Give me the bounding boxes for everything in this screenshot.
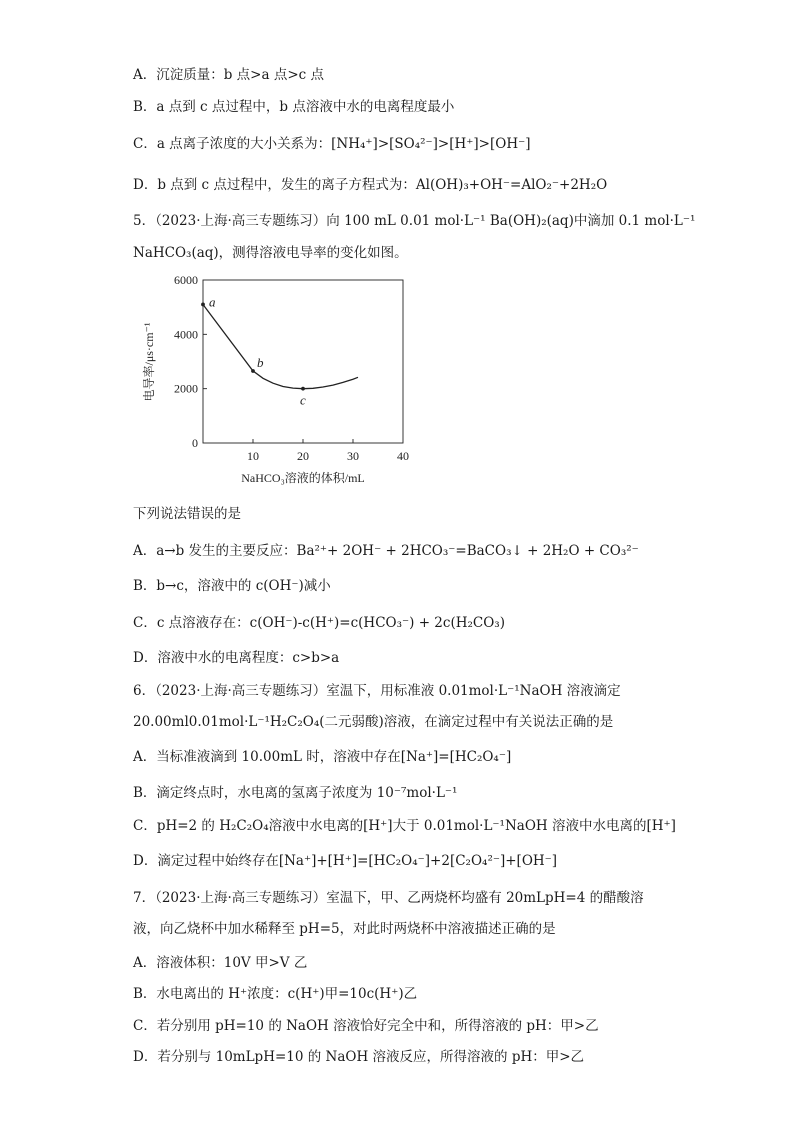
point-label-a: a	[209, 294, 216, 310]
q6-option-d: D．滴定过程中始终存在[Na⁺]+[H⁺]=[HC₂O₄⁻]+2[C₂O₄²⁻]+[OH⁻]	[133, 853, 558, 869]
q5-stem-line2: NaHCO₃(aq)，测得溶液电导率的变化如图。	[133, 245, 408, 261]
conductivity-chart	[140, 270, 430, 495]
q7-option-c: C．若分别用 pH=10 的 NaOH 溶液恰好完全中和，所得溶液的 pH：甲>乙	[133, 1018, 599, 1034]
q6-stem-line2: 20.00ml0.01mol·L⁻¹H₂C₂O₄(二元弱酸)溶液，在滴定过程中有关说法正确的是	[133, 714, 614, 730]
q6-option-c: C．pH=2 的 H₂C₂O₄溶液中水电离的[H⁺]大于 0.01mol·L⁻¹NaOH 溶液中水电离的[H⁺]	[133, 818, 676, 834]
q6-stem-line1: 6．（2023·上海·高三专题练习）室温下，用标准液 0.01mol·L⁻¹NaOH 溶液滴定	[133, 683, 621, 699]
q5-prompt: 下列说法错误的是	[133, 506, 241, 522]
q5-option-a: A．a→b 发生的主要反应：Ba²⁺+ 2OH⁻ + 2HCO₃⁻=BaCO₃↓ + 2H₂O + CO₃²⁻	[133, 543, 639, 559]
q7-option-d: D．若分别与 10mLpH=10 的 NaOH 溶液反应，所得溶液的 pH：甲>乙	[133, 1049, 585, 1065]
point-label-b: b	[257, 355, 264, 371]
q7-option-b: B．水电离出的 H⁺浓度：c(H⁺)甲=10c(H⁺)乙	[133, 986, 418, 1002]
q5-option-c: C．c 点溶液存在：c(OH⁻)-c(H⁺)=c(HCO₃⁻) + 2c(H₂CO₃)	[133, 615, 505, 631]
x-tick-label: 10	[247, 449, 259, 463]
q7-stem-line2: 液，向乙烧杯中加水稀释至 pH=5，对此时两烧杯中溶液描述正确的是	[133, 921, 556, 937]
plot-frame	[203, 280, 403, 443]
y-tick-label: 6000	[174, 273, 198, 287]
q4-option-d: D．b 点到 c 点过程中，发生的离子方程式为：Al(OH)₃+OH⁻=AlO₂⁻+2H₂O	[133, 177, 608, 193]
q4-option-a: A．沉淀质量：b 点>a 点>c 点	[133, 67, 324, 83]
point-c	[301, 387, 305, 391]
q5-option-d: D．溶液中水的电离程度：c>b>a	[133, 650, 340, 666]
y-tick-label: 4000	[174, 327, 198, 342]
point-label-c: c	[300, 392, 306, 408]
x-tick-label: 20	[297, 449, 309, 463]
y-axis-label: 电导率/μs·cm⁻¹	[142, 322, 156, 402]
q6-option-b: B．滴定终点时，水电离的氢离子浓度为 10⁻⁷mol·L⁻¹	[133, 785, 458, 801]
point-a	[201, 303, 205, 307]
conductivity-curve	[203, 305, 358, 389]
y-tick-label: 0	[192, 436, 198, 450]
q4-option-c: C．a 点离子浓度的大小关系为：[NH₄⁺]>[SO₄²⁻]>[H⁺]>[OH⁻]	[133, 136, 531, 152]
y-tick-label: 2000	[174, 381, 198, 396]
q7-stem-line1: 7．（2023·上海·高三专题练习）室温下，甲、乙两烧杯均盛有 20mLpH=4 的醋酸溶	[133, 890, 644, 906]
q6-option-a: A．当标准液滴到 10.00mL 时，溶液中存在[Na⁺]=[HC₂O₄⁻]	[133, 749, 512, 765]
point-b	[251, 369, 255, 373]
q7-option-a: A．溶液体积：10V 甲>V 乙	[133, 955, 308, 971]
q5-option-b: B．b→c，溶液中的 c(OH⁻)减小	[133, 578, 331, 594]
q4-option-b: B．a 点到 c 点过程中，b 点溶液中水的电离程度最小	[133, 99, 455, 115]
x-axis-label: NaHCO₃溶液的体积/mL	[241, 471, 365, 485]
q5-stem-line1: 5．（2023·上海·高三专题练习）向 100 mL 0.01 mol·L⁻¹ Ba(OH)₂(aq)中滴加 0.1 mol·L⁻¹	[133, 213, 696, 229]
x-tick-label: 40	[397, 449, 409, 463]
x-tick-label: 30	[347, 449, 359, 463]
